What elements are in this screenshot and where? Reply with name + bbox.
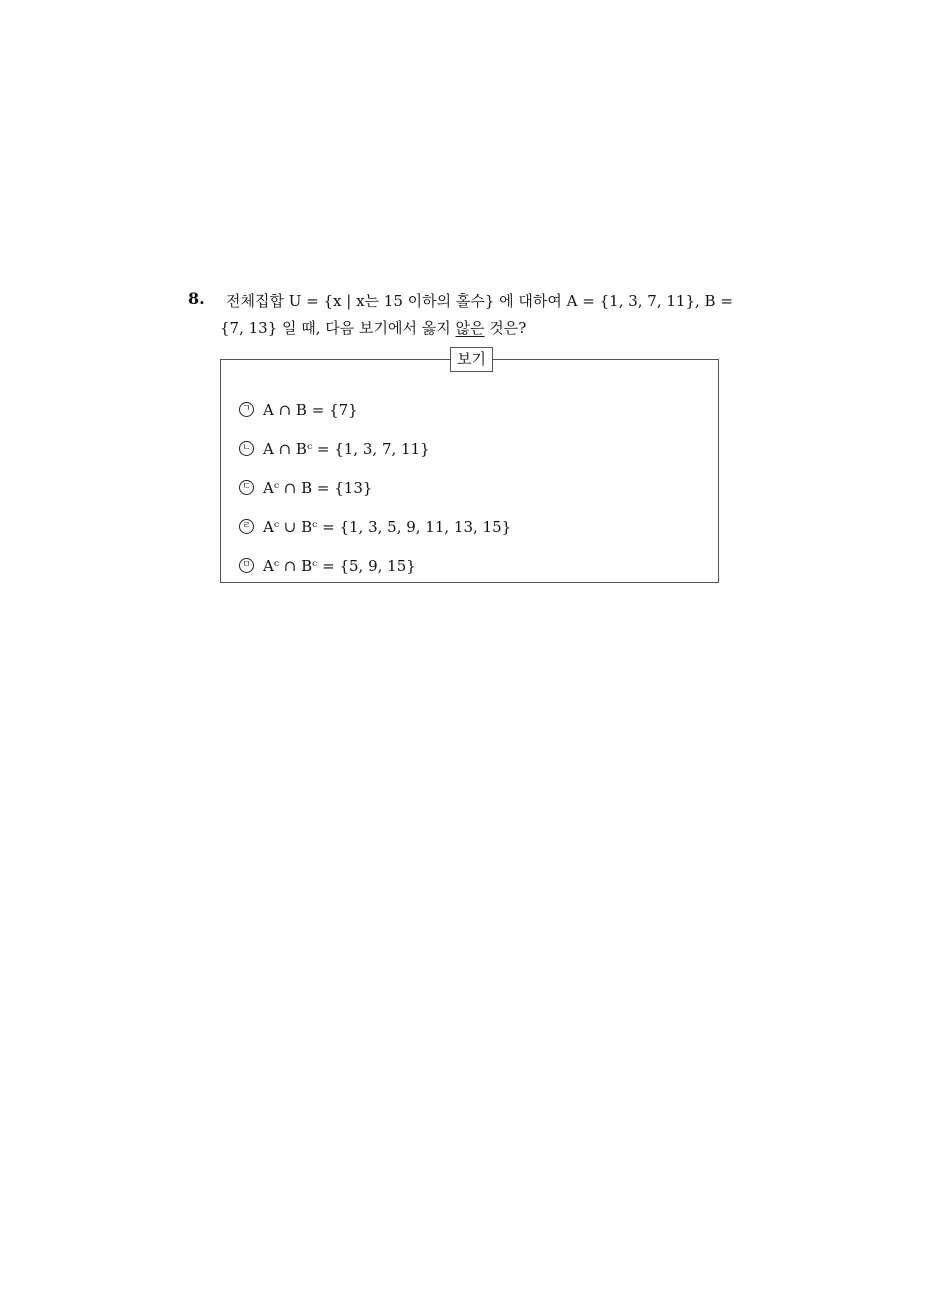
question-line-1: 전체집합 U = {x | x는 15 이하의 홀수} 에 대하여 A = {1, 3, 7, 11}, B = bbox=[226, 292, 733, 310]
item-marker-icon: ㄹ bbox=[239, 519, 254, 534]
bogi-item-4 bbox=[239, 507, 511, 546]
question-line-2-post: 것은? bbox=[484, 319, 527, 337]
bogi-item-2 bbox=[239, 429, 511, 468]
question-text bbox=[220, 288, 753, 342]
item-marker-icon: ㄷ bbox=[239, 480, 254, 495]
item-marker-icon: ㄱ bbox=[239, 402, 254, 417]
item-expression: Aᶜ ∪ Bᶜ = {1, 3, 5, 9, 11, 13, 15} bbox=[263, 517, 512, 536]
question-block bbox=[188, 288, 753, 342]
question-line-2 bbox=[220, 315, 753, 342]
item-marker-icon: ㅁ bbox=[239, 558, 254, 573]
bogi-items bbox=[239, 390, 511, 585]
item-expression: Aᶜ ∩ B = {13} bbox=[263, 478, 373, 497]
question-underlined-word: 않은 bbox=[455, 319, 485, 337]
item-marker-icon: ㄴ bbox=[239, 441, 254, 456]
bogi-item-5 bbox=[239, 546, 511, 585]
question-number: 8. bbox=[188, 289, 205, 308]
bogi-label: 보기 bbox=[450, 347, 493, 372]
item-expression: A ∩ Bᶜ = {1, 3, 7, 11} bbox=[263, 439, 430, 458]
bogi-item-3 bbox=[239, 468, 511, 507]
item-expression: Aᶜ ∩ Bᶜ = {5, 9, 15} bbox=[263, 556, 416, 575]
item-expression: A ∩ B = {7} bbox=[263, 400, 358, 419]
bogi-item-1 bbox=[239, 390, 511, 429]
bogi-box bbox=[220, 350, 719, 583]
question-line-2-pre: {7, 13} 일 때, 다음 보기에서 옳지 bbox=[220, 319, 456, 337]
